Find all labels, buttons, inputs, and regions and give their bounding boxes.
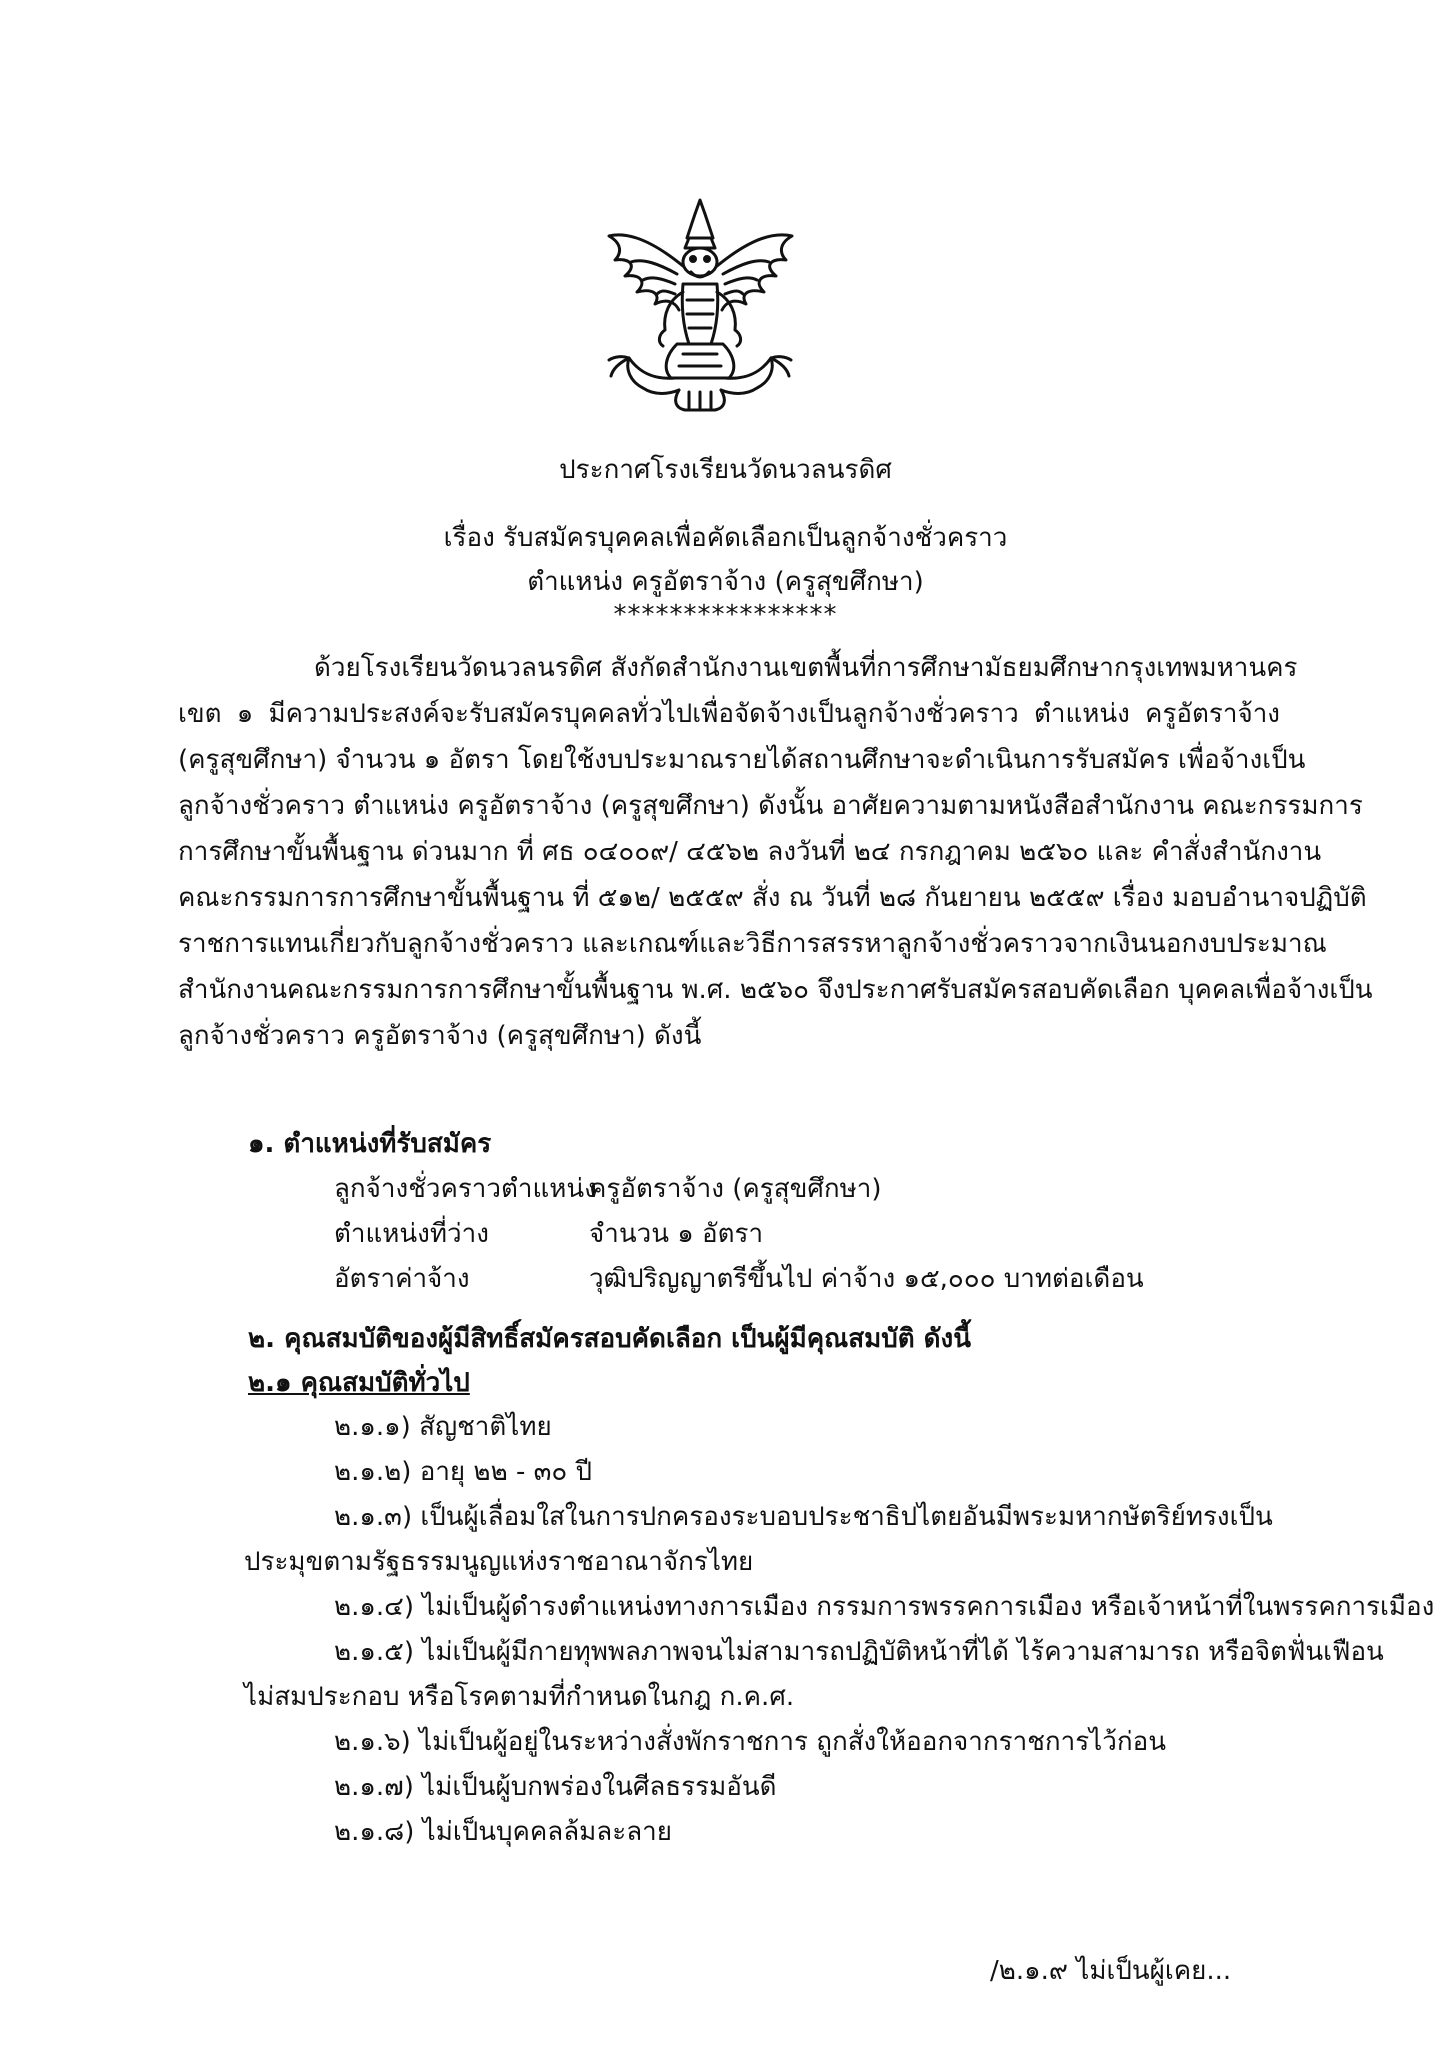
body-line-9: ลูกจ้างชั่วคราว ครูอัตราจ้าง (ครูสุขศึกษา) ดังนี้ <box>178 1021 702 1051</box>
section1-value-3: วุฒิปริญญาตรีขึ้นไป ค่าจ้าง ๑๕,๐๐๐ บาทต่อเดือน <box>589 1264 1144 1294</box>
position-line: ตำแหน่ง ครูอัตราจ้าง (ครูสุขศึกษา) <box>527 567 924 597</box>
garuda-emblem <box>603 196 798 412</box>
qualification-item-3-cont: ประมุขตามรัฐธรรมนูญแห่งราชอาณาจักรไทย <box>244 1547 754 1577</box>
star-separator: **************** <box>613 600 838 630</box>
section1-value-2: จำนวน ๑ อัตรา <box>589 1219 764 1249</box>
qualification-item-4: ๒.๑.๔) ไม่เป็นผู้ดำรงตำแหน่งทางการเมือง กรรมการพรรคการเมือง หรือเจ้าหน้าที่ในพรรคการเมือง <box>334 1592 1435 1622</box>
qualification-item-3: ๒.๑.๓) เป็นผู้เลื่อมใสในการปกครองระบอบประชาธิปไตยอันมีพระมหากษัตริย์ทรงเป็น <box>334 1502 1273 1532</box>
continuation-note: /๒.๑.๙ ไม่เป็นผู้เคย... <box>990 1956 1232 1986</box>
body-line-4: ลูกจ้างชั่วคราว ตำแหน่ง ครูอัตราจ้าง (ครูสุขศึกษา) ดังนั้น อาศัยความตามหนังสือสำนักงาน คณะกรรมการ <box>178 791 1363 821</box>
body-line-8: สำนักงานคณะกรรมการการศึกษาขั้นพื้นฐาน พ.ศ. ๒๕๖๐ จึงประกาศรับสมัครสอบคัดเลือก บุคคลเพื่อจ้างเป็น <box>178 975 1373 1005</box>
body-line-7: ราชการแทนเกี่ยวกับลูกจ้างชั่วคราว และเกณฑ์และวิธีการสรรหาลูกจ้างชั่วคราวจากเงินนอกงบประมาณ <box>178 929 1327 959</box>
body-line-2: เขต ๑ มีความประสงค์จะรับสมัครบุคคลทั่วไปเพื่อจัดจ้างเป็นลูกจ้างชั่วคราว ตำแหน่ง ครูอัตราจ้าง <box>178 699 1280 729</box>
section1-label-2: ตำแหน่งที่ว่าง <box>334 1219 489 1249</box>
subject-line: เรื่อง รับสมัครบุคคลเพื่อคัดเลือกเป็นลูกจ้างชั่วคราว <box>443 523 1008 553</box>
section1-label-1: ลูกจ้างชั่วคราวตำแหน่ง <box>334 1174 597 1204</box>
body-line-3: (ครูสุขศึกษา) จำนวน ๑ อัตรา โดยใช้งบประมาณรายได้สถานศึกษาจะดำเนินการรับสมัคร เพื่อจ้างเป็น <box>178 745 1306 775</box>
section1-heading: ๑. ตำแหน่งที่รับสมัคร <box>248 1129 492 1159</box>
qualification-item-5: ๒.๑.๕) ไม่เป็นผู้มีกายทุพพลภาพจนไม่สามารถปฏิบัติหน้าที่ได้ ไร้ความสามารถ หรือจิตฟั่นเฟือน <box>334 1637 1384 1667</box>
qualification-item-7: ๒.๑.๗) ไม่เป็นผู้บกพร่องในศีลธรรมอันดี <box>334 1772 777 1802</box>
qualification-item-8: ๒.๑.๘) ไม่เป็นบุคคลล้มละลาย <box>334 1817 672 1847</box>
qualification-item-2: ๒.๑.๒) อายุ ๒๒ - ๓๐ ปี <box>334 1457 593 1487</box>
section1-label-3: อัตราค่าจ้าง <box>334 1264 470 1294</box>
section2-heading: ๒. คุณสมบัติของผู้มีสิทธิ์สมัครสอบคัดเลือก เป็นผู้มีคุณสมบัติ ดังนี้ <box>248 1324 972 1354</box>
qualification-item-1: ๒.๑.๑) สัญชาติไทย <box>334 1412 552 1442</box>
body-line-1: ด้วยโรงเรียนวัดนวลนรดิศ สังกัดสำนักงานเขตพื้นที่การศึกษามัธยมศึกษากรุงเทพมหานคร <box>314 653 1298 683</box>
qualification-item-6: ๒.๑.๖) ไม่เป็นผู้อยู่ในระหว่างสั่งพักราชการ ถูกสั่งให้ออกจากราชการไว้ก่อน <box>334 1727 1166 1757</box>
body-line-5: การศึกษาขั้นพื้นฐาน ด่วนมาก ที่ ศธ ๐๔๐๐๙/ ๔๕๖๒ ลงวันที่ ๒๔ กรกฎาคม ๒๕๖๐ และ คำสั่งสำนักงาน <box>178 837 1322 867</box>
section1-value-1: ครูอัตราจ้าง (ครูสุขศึกษา) <box>589 1174 882 1204</box>
announcement-title: ประกาศโรงเรียนวัดนวลนรดิศ <box>559 455 892 485</box>
body-line-6: คณะกรรมการการศึกษาขั้นพื้นฐาน ที่ ๕๑๒/ ๒๕๕๙ สั่ง ณ วันที่ ๒๘ กันยายน ๒๕๕๙ เรื่อง มอบอำนาจปฏิบัติ <box>178 883 1367 913</box>
section2-subheading: ๒.๑ คุณสมบัติทั่วไป <box>248 1368 470 1398</box>
qualification-item-5-cont: ไม่สมประกอบ หรือโรคตามที่กำหนดในกฎ ก.ค.ศ. <box>244 1682 795 1712</box>
